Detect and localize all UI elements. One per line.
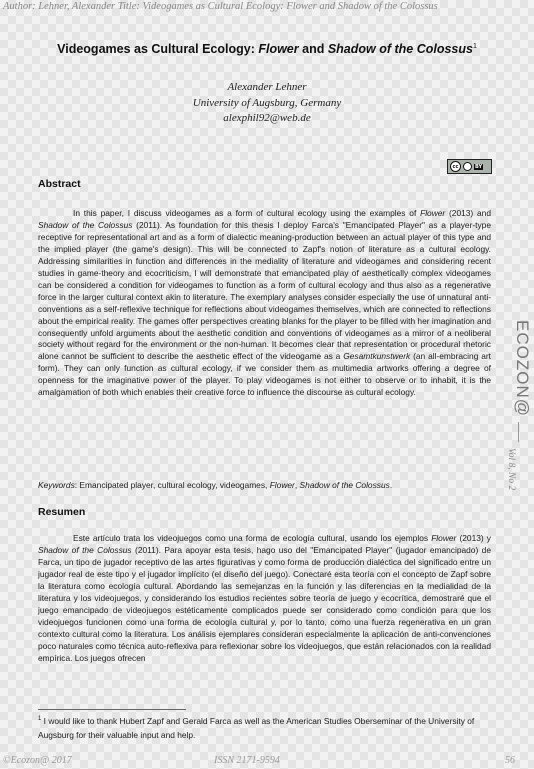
resumen-text <box>38 533 491 664</box>
footnote-rule <box>38 709 186 710</box>
title-italic-flower: Flower <box>258 42 299 56</box>
volume-label: Vol 8, No 2 <box>506 448 516 491</box>
footnote <box>38 712 491 742</box>
footnote-mark: 1 <box>38 716 42 722</box>
abstract-heading: Abstract <box>38 178 81 190</box>
footer-copyright: ©Ecozon@ 2017 <box>3 755 72 766</box>
footnote-text: I would like to thank Hubert Zapf and Gerald Farca as well as the American Studies Oberseminar of the University of Augsburg for their valuable input and help. <box>38 715 475 740</box>
cc-icon: cc <box>450 161 461 172</box>
running-head: Author: Lehner, Alexander Title: Videogames as Cultural Ecology: Flower and Shadow of the Colossus <box>3 1 438 12</box>
attribution-icon <box>463 162 472 171</box>
resumen-heading: Resumen <box>38 506 86 518</box>
paper-title <box>0 42 534 56</box>
keywords-text: : Emancipated player, cultural ecology, videogames, Flower, Shadow of the Colossus. <box>74 480 393 490</box>
keywords-label: Keywords <box>38 480 75 490</box>
abstract-body: In this paper, I discuss videogames as a form of cultural ecology using the examples of Flower (2013) and Shadow of the Colossus (2011). As foundation for this thesis I deploy Farca's "Emancipated Player" as a player-type receptive for representational art and as a form of dialectic meaning-production between an actual player of this type and the implied player (the game's design). This will be connected to Zapf's notion of literature as a cultural ecology. Addressing similarities in function and differences in the mediality of literature and videogames and considering recent studies in game-theory and ecocriticism, I will demonstrate that emancipated play of aesthetically complex videogames can be considered a condition for videogames to function as a form of cultural ecology and thus also as a regenerative force in the larger cultural context akin to literature. The exemplary analyses consider especially the use of unnatural anti-conventions as a self-reflexive technique for reflections about videogames themselves, which are connected to reflections about the empirical reality. The games offer perspectives creating blanks for the player to be filled with her imagination and consequently unfold arguments about the aesthetic condition and conventions of videogames as a mirror of a neoliberal society without regard for the environment or the non-human. It becomes clear that representation or procedural rhetoric alone cannot be sufficient to describe the aesthetic effect of the videogame as a Gesamtkunstwerk (an all-embracing art form). They can only function as cultural ecology, if we consider them as multimedia artworks offering a degree of openness for the imaginative power of the player. To play videogames is not either to observe or to inhabit, it is the amalgamation of both which enables their creative force to influence the discourse as cultural ecology. <box>38 208 491 398</box>
keywords-line <box>38 480 491 490</box>
cc-by-label: BY <box>475 163 483 170</box>
cc-license-badge <box>447 159 492 174</box>
author-affiliation: University of Augsburg, Germany <box>192 96 342 109</box>
title-italic-shadow: Shadow of the Colossus <box>327 42 473 56</box>
author-name: Alexander Lehner <box>227 81 307 93</box>
author-email: alexphil92@web.de <box>223 112 311 124</box>
title-footnote-mark: 1 <box>472 42 477 50</box>
abstract-text <box>38 208 491 399</box>
footer-page-number: 56 <box>505 755 515 766</box>
ecozona-logo: ECOZON@ <box>513 320 532 417</box>
footer-issn: ISSN 2171-9594 <box>214 755 280 766</box>
author-block <box>0 80 534 127</box>
title-main: Videogames as Cultural Ecology: <box>57 42 259 56</box>
side-divider <box>518 422 519 442</box>
resumen-body: Este artículo trata los videojuegos como una forma de ecología cultural, usando los ejemplos Flower (2013) y Shadow of the Colossus (2011). Para apoyar esta tesis, hago uso del "Emancipated Player" (jugador emancipado) de Farca, un tipo de jugador receptivo de las artes figurativas y como forma de producción dialéctica del significado entre un jugador real de este tipo y el jugador implícito (el diseño del juego). Conectaré esta teoría con el concepto de Zapf sobre la literatura como ecología cultural. Abordando las semejanzas en la función y las diferencias en la medialidad de la literatura y los videojuegos, y considerando los estudios recientes sobre teoría de juego y ecocrítica, demostraré que el juego emancipado de videojuegos estéticamente complicados puede ser considerado como condición para que los videojuegos funcionen como una forma de ecología cultural y, por lo tanto, como una fuerza regenerativa en un gran contexto cultural como la literatura. Los análisis ejemplares consideran especialmente la aplicación de anti-convenciones poco naturales como técnica auto-reflexiva para reflexionar sobre los videojuegos, que están relacionados con la realidad empírica. Los juegos ofrecen <box>38 533 491 663</box>
title-and: and <box>298 42 328 56</box>
